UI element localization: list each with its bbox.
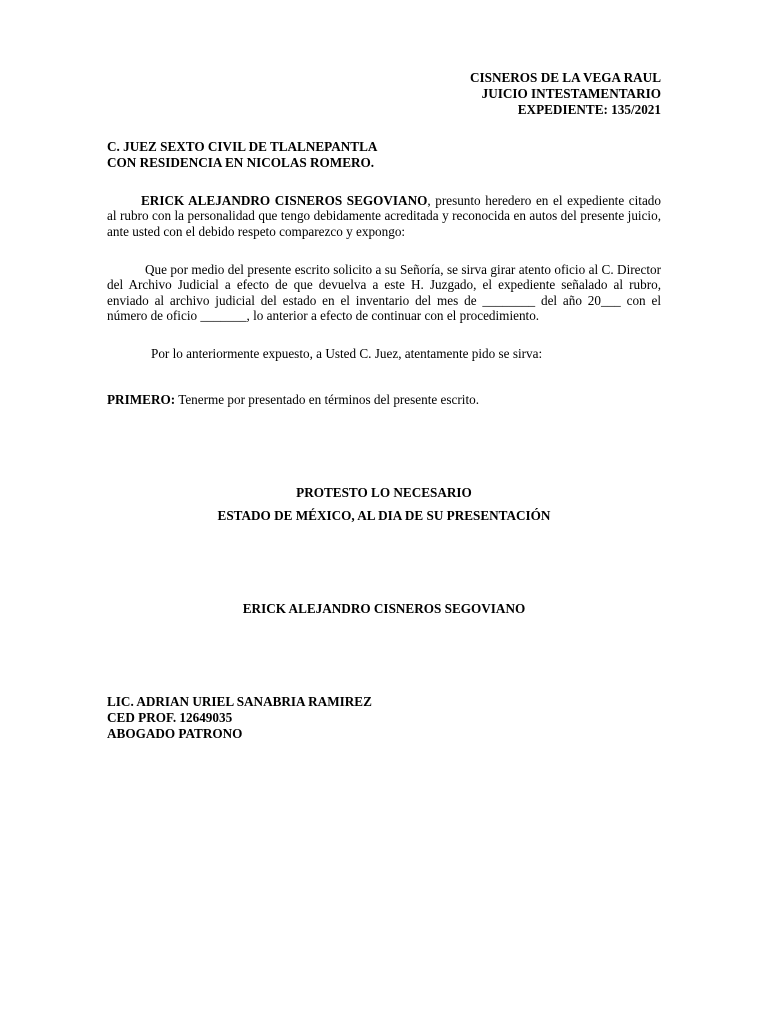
petition-first xyxy=(107,392,479,408)
closing-paragraph: Por lo anteriormente expuesto, a Usted C. Juez, atentamente pido se sirva: xyxy=(151,346,543,361)
lawyer-block xyxy=(107,694,372,742)
request-paragraph: Que por medio del presente escrito solicito a su Señoría, se sirva girar atento oficio al C. Director del Archivo Judicial a efecto de que devuelva a este H. Juzgado, el expediente señalado al rubro, enviado al archivo judicial del estado en el inventario del mes de ________ del año 20___ con el número de oficio _______, lo anterior a efecto de continuar con el procedimiento. xyxy=(107,262,661,324)
addressee-line-2: CON RESIDENCIA EN NICOLAS ROMERO. xyxy=(107,155,375,170)
header-party-name: CISNEROS DE LA VEGA RAUL xyxy=(469,70,661,85)
lawyer-license: CED PROF. 12649035 xyxy=(107,710,233,725)
lawyer-role: ABOGADO PATRONO xyxy=(107,726,243,741)
addressee-line-1: C. JUEZ SEXTO CIVIL DE TLALNEPANTLA xyxy=(107,139,378,154)
signer-name: ERICK ALEJANDRO CISNEROS SEGOVIANO xyxy=(242,601,526,616)
case-header xyxy=(380,70,661,118)
petition-text: Tenerme por presentado en términos del presente escrito. xyxy=(175,392,480,407)
header-file-number: EXPEDIENTE: 135/2021 xyxy=(517,102,661,117)
intro-text: , presunto heredero en el expediente citado al rubro con la personalidad que tengo debidamente acreditada y reconocida en autos del presente juicio, ante usted con el debido respeto comparezco y expongo: xyxy=(107,193,661,239)
intro-name: ERICK ALEJANDRO CISNEROS SEGOVIANO xyxy=(141,193,428,208)
header-case-type: JUICIO INTESTAMENTARIO xyxy=(481,86,661,101)
place-date-line: ESTADO DE MÉXICO, AL DIA DE SU PRESENTACIÓN xyxy=(217,508,551,523)
petition-label: PRIMERO: xyxy=(107,392,176,407)
intro-paragraph xyxy=(107,193,661,239)
protesto-line: PROTESTO LO NECESARIO xyxy=(296,485,472,500)
addressee-block xyxy=(107,139,377,171)
lawyer-name: LIC. ADRIAN URIEL SANABRIA RAMIREZ xyxy=(107,694,372,709)
